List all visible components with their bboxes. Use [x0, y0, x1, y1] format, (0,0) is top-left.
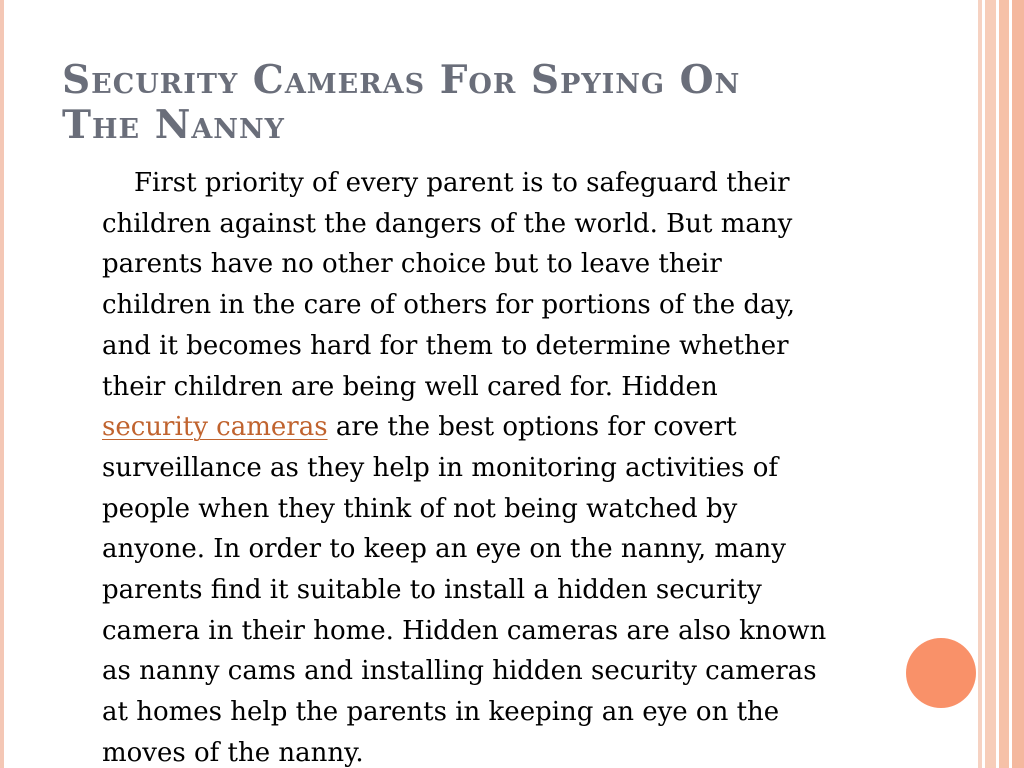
body-line: children in the care of others for portions of the day,: [102, 290, 796, 321]
body-line: children against the dangers of the world. But many: [102, 208, 793, 239]
body-line-text: First priority of every parent is to safeguard their: [134, 168, 790, 198]
body-line: camera in their home. Hidden cameras are also known: [102, 615, 827, 646]
body-line: [102, 163, 972, 204]
body-line: people when they think of not being watched by: [102, 493, 738, 524]
body-line: at homes help the parents in keeping an eye on the: [102, 697, 780, 728]
left-border-stripe: [0, 0, 4, 768]
body-line: as nanny cams and installing hidden security cameras: [102, 656, 817, 687]
body-line: parents find it suitable to install a hidden security: [102, 575, 762, 606]
security-cameras-link[interactable]: security cameras: [102, 412, 328, 443]
body-line: [102, 407, 972, 448]
body-line: surveillance as they help in monitoring activities of: [102, 452, 779, 483]
decorative-circle: [906, 638, 976, 708]
body-line: moves of the nanny.: [102, 737, 364, 768]
slide-title-line-2: The Nanny: [62, 102, 285, 148]
slide-title: [62, 58, 882, 148]
right-border-stripes: [978, 0, 1024, 768]
body-line: and it becomes hard for them to determine whether: [102, 330, 789, 361]
slide-body-paragraph: [102, 163, 972, 768]
body-line: parents have no other choice but to leave their: [102, 249, 722, 280]
body-line-text: are the best options for covert: [327, 412, 737, 443]
body-line: their children are being well cared for. Hidden: [102, 371, 718, 402]
slide-title-line-1: Security Cameras For Spying On: [62, 57, 741, 103]
body-line: anyone. In order to keep an eye on the nanny, many: [102, 534, 786, 565]
